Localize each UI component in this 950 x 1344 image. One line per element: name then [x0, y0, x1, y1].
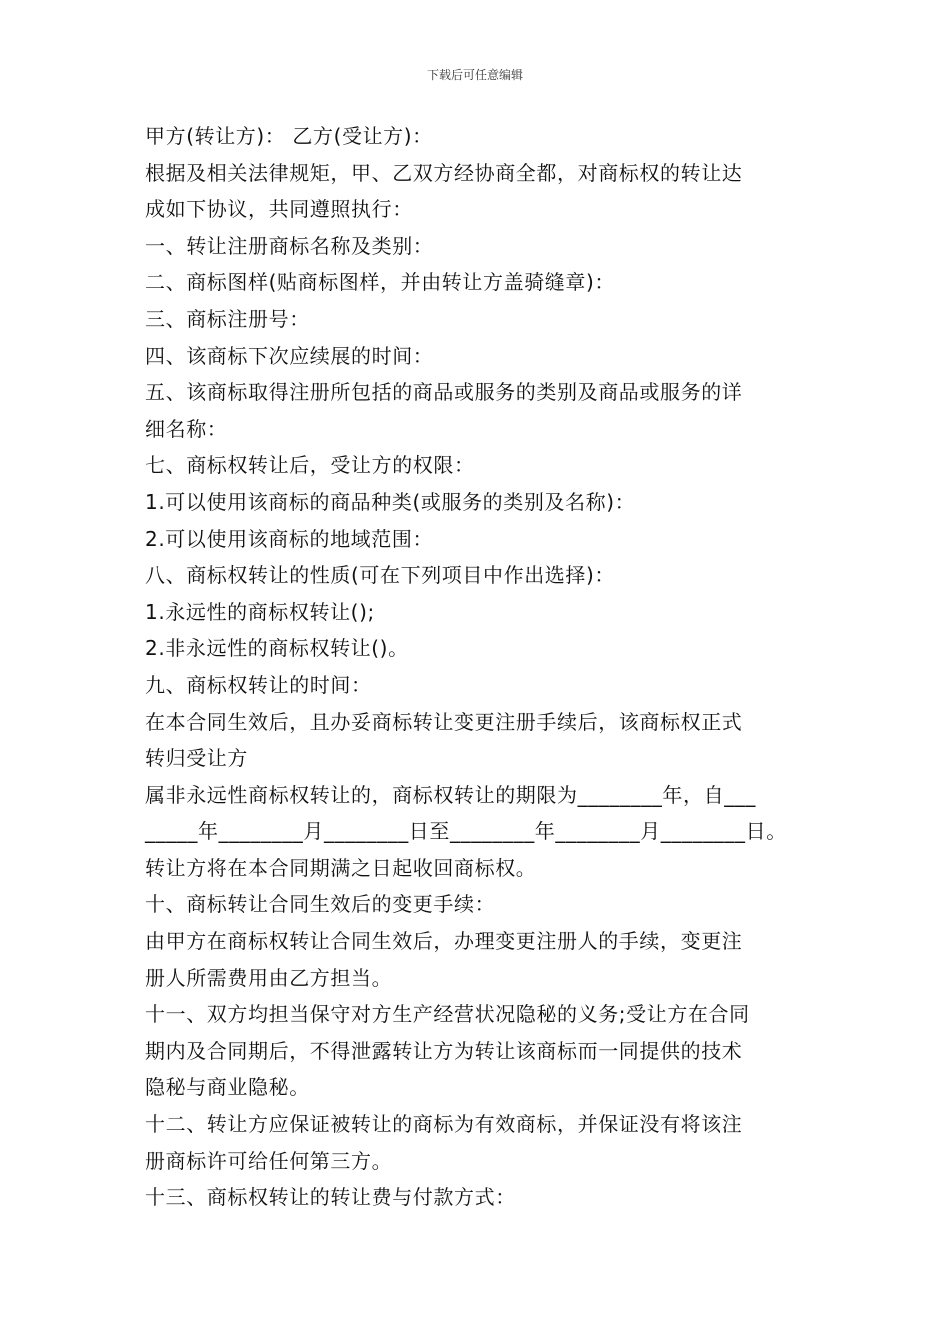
text-line: 期内及合同期后，不得泄露转让方为转让该商标而一同提供的技术	[145, 1038, 743, 1063]
text-line: 甲方(转让方)： 乙方(受让方)：	[145, 124, 433, 148]
text-line: 册商标许可给任何第三方。	[145, 1148, 393, 1173]
text-line: 二、商标图样(贴商标图样，并由转让方盖骑缝章)：	[145, 270, 616, 295]
text-line: 四、该商标下次应续展的时间：	[145, 343, 434, 368]
text-line: 细名称：	[145, 416, 228, 441]
text-line: 七、商标权转让后，受让方的权限：	[145, 453, 475, 478]
text-line: 三、商标注册号：	[145, 306, 310, 331]
page-header: 下载后可任意编辑	[426, 68, 523, 82]
text-line: 八、商标权转让的性质(可在下列项目中作出选择)：	[145, 563, 616, 588]
text-line: 九、商标权转让的时间：	[145, 672, 372, 697]
text-line: 2.非永远性的商标权转让()。	[145, 636, 409, 661]
text-line: 十、商标转让合同生效后的变更手续：	[145, 892, 496, 917]
text-line: 转让方将在本合同期满之日起收回商标权。	[145, 855, 537, 880]
text-line: 2.可以使用该商标的地域范围：	[145, 526, 434, 551]
text-line: 在本合同生效后，且办妥商标转让变更注册手续后，该商标权正式	[145, 709, 743, 734]
text-line: 转归受让方	[145, 746, 248, 771]
text-line: _____年________月________日至________年________月________日。	[145, 819, 787, 844]
text-line: 成如下协议，共同遵照执行：	[145, 197, 413, 222]
text-line: 十一、双方均担当保守对方生产经营状况隐秘的义务;受让方在合同	[145, 1002, 750, 1027]
text-line: 属非永远性商标权转让的，商标权转让的期限为________年，自___	[145, 782, 756, 807]
text-line: 十三、商标权转让的转让费与付款方式：	[145, 1185, 516, 1210]
text-line: 一、转让注册商标名称及类别：	[145, 233, 434, 258]
text-line: 五、该商标取得注册所包括的商品或服务的类别及商品或服务的详	[145, 380, 743, 405]
text-line: 1.可以使用该商标的商品种类(或服务的类别及名称)：	[145, 489, 636, 514]
text-line: 根据及相关法律规矩，甲、乙双方经协商全都，对商标权的转让达	[145, 160, 743, 185]
text-line: 1.永远性的商标权转让();	[145, 599, 375, 624]
text-line: 十二、转让方应保证被转让的商标为有效商标，并保证没有将该注	[145, 1112, 743, 1137]
text-line: 册人所需费用由乙方担当。	[145, 965, 393, 990]
text-line: 隐秘与商业隐秘。	[145, 1075, 310, 1100]
contract-body	[145, 118, 825, 1216]
text-line: 由甲方在商标权转让合同生效后，办理变更注册人的手续，变更注	[145, 929, 743, 954]
